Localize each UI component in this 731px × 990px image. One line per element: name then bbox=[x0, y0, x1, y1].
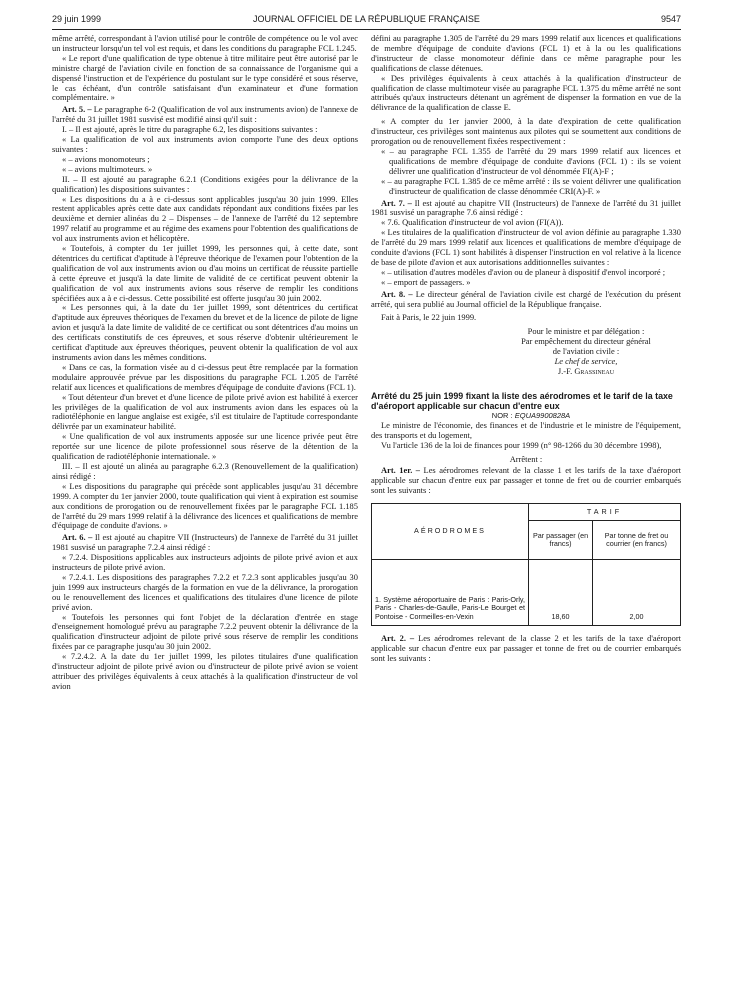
paragraph-text: « – emport de passagers. » bbox=[381, 276, 471, 287]
paragraph bbox=[52, 482, 358, 532]
paragraph-text: « Dans ce cas, la formation visée au d ci-dessus peut être remplacée par la formation modulaire approuvée prévue par les dispositions du paragraphe FCL 1.205 de l'arrêté relatif aux licences et qualifications de membres d'équipage de conduite d'avions (FCL 1). bbox=[52, 361, 358, 392]
preamble-vu: Vu l'article 136 de la loi de finances pour 1999 (n° 98-1266 du 30 décembre 1998), bbox=[381, 439, 662, 450]
tarif-table bbox=[371, 503, 681, 626]
paragraph-text: « Toutefois, à compter du 1er juillet 1999, les personnes qui, à cette date, sont détentrices du certificat d'aptitude à l'épreuve théorique de l'examen pour l'obtention de la qualification de vol aux instruments avion ou d'au moins un certificat de réussite partielle à cette épreuve et jusqu'à la date limite de validité de ce certificat peuvent obtenir la qualification de vol aux instruments avions sous réserve de remplir les conditions spécifiées aux a à e ci-dessus. Cette possibilité est offerte jusqu'au 30 juin 2002. bbox=[52, 243, 358, 303]
paragraph-text: « 7.2.4. Dispositions applicables aux instructeurs adjoints de pilote privé avion et aux instructeurs de pilote privé avion. bbox=[52, 552, 358, 573]
paragraph bbox=[371, 290, 681, 310]
paragraph bbox=[52, 613, 358, 653]
paragraph bbox=[371, 313, 681, 323]
paragraph bbox=[52, 195, 358, 245]
paragraph bbox=[52, 175, 358, 195]
paragraph-text: Il est ajouté au chapitre VII (Instructeurs) de l'annexe de l'arrêté du 31 juillet 1981 susvisé un paragraphe 7.2.4 ainsi rédigé : bbox=[52, 532, 359, 553]
paragraph-text: « Les personnes qui, à la date du 1er juillet 1999, sont détentrices du certificat d'aptitude aux épreuves théoriques de l'examen du brevet et de la licence de pilote de ligne avion et jusqu'à la date limite de validité de ce certificat ou sont détentrices d'au moins un des certificats constitutifs de ces épreuves, et sous réserve d'obtenir ultérieurement le certificat d'aptitude aux épreuves théoriques, peuvent obtenir la qualification de vol aux instruments avion dans les mêmes conditions. bbox=[52, 302, 358, 362]
paragraph-text: Le directeur général de l'aviation civile est chargé de l'exécution du présent arrêté, qui sera publié au Journal officiel de la République française. bbox=[371, 288, 681, 309]
paragraph bbox=[371, 74, 681, 114]
left-column bbox=[52, 34, 358, 692]
paragraph bbox=[52, 393, 358, 433]
paragraph-text: « – utilisation d'autres modèles d'avion ou de planeur à dispositif d'envol incorporé ; bbox=[381, 266, 666, 277]
nor-label: NOR : bbox=[491, 410, 513, 420]
paragraph bbox=[52, 652, 358, 692]
article-lead: Art. 8. – bbox=[381, 288, 413, 299]
header-rule bbox=[52, 29, 681, 30]
right-column-paragraphs bbox=[371, 34, 681, 323]
cell-fret: 2,00 bbox=[593, 560, 681, 626]
cell-passager: 18,60 bbox=[529, 560, 593, 626]
header-date: 29 juin 1999 bbox=[52, 14, 102, 24]
paragraph-text: Il est ajouté au chapitre VII (Instructeurs) de l'annexe de l'arrêté du 31 juillet 1981 susvisé un paragraphe 7.6 ainsi rédigé : bbox=[371, 197, 682, 218]
cell-aerodrome: 1. Système aéroportuaire de Paris : Paris-Orly, Paris - Charles-de-Gaulle, Paris-Le Bourget et Pontoise - Cormeilles-en-Vexin bbox=[372, 560, 529, 626]
signature-block bbox=[371, 327, 681, 377]
article-1-lead: Art. 1er. – bbox=[381, 465, 421, 476]
col-header-tarif: TARIF bbox=[529, 504, 681, 521]
article-2 bbox=[371, 634, 681, 664]
preamble-ministers: Le ministre de l'économie, des finances et de l'industrie et le ministre de l'équipement, des transports et du logement, bbox=[371, 419, 681, 440]
paragraph bbox=[52, 135, 358, 155]
paragraph-text: « 7.2.4.2. A la date du 1er juillet 1999, les pilotes titulaires d'une qualification d'instructeur adjoint de pilote privé avion ou d'instructeur de pilote privé avion se voient attribuer des privilèges équivalents à ceux attachés à la qualification d'instructeur de vol avion bbox=[52, 651, 358, 691]
signature-line: Par empêchement du directeur général bbox=[521, 336, 651, 347]
paragraph-text: « Une qualification de vol aux instruments apposée sur une licence privée peut être reportée sur une licence de pilote professionnel sous réserve de la détention de la qualification de radiotéléphonie internationale. » bbox=[52, 431, 358, 462]
signature-line: de l'aviation civile : bbox=[552, 346, 620, 357]
paragraph bbox=[52, 54, 358, 104]
paragraph bbox=[52, 34, 358, 54]
paragraph-text: « 7.2.4.1. Les dispositions des paragraphes 7.2.2 et 7.2.3 sont applicables jusqu'au 30 juin 1999 aux instructeurs chargés de la formation en vue de la délivrance, la prorogation ou le renouvellement des licences et qualifications des titulaires d'une licence de pilote privé avion. bbox=[52, 571, 358, 612]
paragraph-text: « Les dispositions du paragraphe qui précède sont applicables jusqu'au 31 décembre 1999. A compter du 1er janvier 2000, toute qualification qui vient à expiration est soumise aux conditions de prorogation ou de renouvellement fixées par le paragraphe FCL 1.185 de l'arrêté du 29 mars 1999 relatif à la délivrance des licences et qualifications de membre d'équipage de conduite d'avions. » bbox=[52, 480, 358, 531]
paragraph bbox=[52, 462, 358, 482]
paragraph-text: « – avions monomoteurs ; bbox=[62, 153, 150, 164]
paragraph bbox=[52, 303, 358, 362]
paragraph-text: « Le report d'une qualification de type obtenue à titre militaire peut être autorisé par le ministre chargé de l'aviation civile en fonction de sa connaissance de l'organisme qui a dispensé l'instruction et de l'expérience du postulant sur le type considéré et sous réserve, le cas échéant, d'un contrôle satisfaisant d'un examinateur et d'une formation complémentaire. » bbox=[52, 52, 358, 103]
table-row bbox=[372, 560, 681, 626]
arrete-title: Arrêté du 25 juin 1999 fixant la liste des aérodromes et le tarif de la taxe d'aéroport applicable sur chacun d'entre eux bbox=[371, 390, 673, 411]
article-1 bbox=[371, 466, 681, 496]
paragraph-text: II. – Il est ajouté au paragraphe 6.2.1 (Conditions exigées pour la délivrance de la qualification) les dispositions suivantes : bbox=[52, 173, 358, 194]
paragraph-text: « Toutefois les personnes qui font l'objet de la déclaration d'entrée en stage d'enseignement homologué prévu au paragraphe 7.2.2 peuvent obtenir la délivrance de la qualification d'instructeur adjoint de pilote privé sous réserve de remplir les conditions fixées par ce paragraphe jusqu'au 30 juin 2002. bbox=[52, 611, 358, 652]
header-page-number: 9547 bbox=[660, 14, 681, 24]
paragraph-text: « La qualification de vol aux instruments avion comporte l'une des deux options suivantes : bbox=[52, 134, 358, 154]
right-column bbox=[371, 34, 681, 664]
paragraph bbox=[371, 278, 681, 288]
paragraph-text: « Des privilèges équivalents à ceux attachés à la qualification d'instructeur de qualification de classe multimoteur visée au paragraphe FCL 1.375 du même arrêté ne sont attribués qu'aux instructeurs détenant un agrément de dispenser la formation en vue de la délivrance de la qualification de classe E. bbox=[371, 72, 681, 113]
col-header-aerodromes: AÉRODROMES bbox=[372, 504, 529, 560]
paragraph-text: « – avions multimoteurs. » bbox=[62, 163, 153, 174]
paragraph-text: III. – Il est ajouté un alinéa au paragraphe 6.2.3 (Renouvellement de la qualification) ainsi rédigé : bbox=[52, 460, 358, 481]
paragraph-text: « – au paragraphe FCL 1.355 de l'arrêté du 29 mars 1999 relatif aux licences et qualifications de membre d'équipage de conduite d'avions (FCL 1) : ils se voient délivrer une qualification d'instructeur de vol dénommée FI(A)-F ; bbox=[381, 145, 681, 176]
paragraph bbox=[371, 228, 681, 268]
article-1-text: Les aérodromes relevant de la classe 1 et les tarifs de la taxe d'aéroport applicable sur chacun d'entre eux par passager et tonne de fret ou de courrier embarqués sont les suivants : bbox=[371, 465, 681, 496]
page-header bbox=[52, 14, 681, 28]
article-lead: Art. 5. – bbox=[62, 104, 92, 115]
paragraph bbox=[371, 177, 681, 197]
article-2-lead: Art. 2. – bbox=[381, 633, 415, 644]
header-journal-title: JOURNAL OFFICIEL DE LA RÉPUBLIQUE FRANÇAISE bbox=[253, 14, 480, 24]
paragraph bbox=[52, 363, 358, 393]
paragraph bbox=[371, 199, 681, 219]
paragraph-text: défini au paragraphe 1.305 de l'arrêté du 29 mars 1999 relatif aux licences et qualifications de membre d'équipage de conduite d'avions (FCL 1) et à la ou les qualifications d'instructeur de classe monomoteur définie dans ce même paragraphe pour les qualifications de classe détenues. bbox=[371, 33, 681, 73]
nor-value: EQUA9900828A bbox=[514, 410, 571, 420]
signature-title: Le chef de service, bbox=[554, 356, 618, 367]
paragraph-text: « Les dispositions du a à e ci-dessus sont applicables jusqu'au 30 juin 1999. Elles restent applicables après cette date aux candidats répondant aux conditions fixées par les deuxième et dernier alinéas du 2 – Dispenses – de l'annexe de l'arrêté du 12 septembre 1997 relatif au programme et au régime des examens pour l'obtention des qualifications de vol aux instruments avion et hélicoptère. bbox=[52, 193, 358, 244]
paragraph bbox=[52, 533, 358, 553]
arretent: Arrêtent : bbox=[509, 453, 543, 464]
paragraph-text: I. – Il est ajouté, après le titre du paragraphe 6.2, les dispositions suivantes : bbox=[62, 124, 318, 135]
col-header-fret: Par tonne de fret ou courrier (en francs) bbox=[593, 521, 681, 560]
paragraph bbox=[371, 117, 681, 147]
paragraph-text: même arrêté, correspondant à l'avion utilisé pour le contrôle de compétence ou le vol avec un instructeur lorsqu'un tel vol est requis, et dans les conditions du paragraphe FCL 1.245. bbox=[52, 33, 358, 53]
article-lead: Art. 6. – bbox=[62, 532, 93, 543]
article-2-text: Les aérodromes relevant de la classe 2 et les tarifs de la taxe d'aéroport applicable sur chacun d'entre eux par passager et tonne de fret ou de courrier embarqués sont les suivants : bbox=[371, 633, 681, 663]
signature-name: J.-F. Grassineau bbox=[557, 366, 615, 376]
paragraph bbox=[371, 147, 681, 177]
paragraph bbox=[52, 573, 358, 613]
col-header-passager: Par passager (en francs) bbox=[529, 521, 593, 560]
paragraph-text: « – au paragraphe FCL 1.385 de ce même arrêté : ils se voient délivrer une qualification d'instructeur de qualification de classe dénommée CRI(A)-F. » bbox=[381, 175, 681, 196]
article-lead: Art. 7. – bbox=[381, 197, 412, 208]
paragraph bbox=[52, 244, 358, 303]
paragraph bbox=[52, 553, 358, 573]
paragraph-text: Le paragraphe 6-2 (Qualification de vol aux instruments avion) de l'annexe de l'arrêté du 31 juillet 1981 susvisé est modifié ainsi qu'il suit : bbox=[52, 104, 358, 125]
paragraph-text: « Tout détenteur d'un brevet et d'une licence de pilote privé avion est habilité à exercer les privilèges de la qualification de vol aux instruments avion dans les espaces où la radiotéléphonie en langue anglaise est exigée, s'il est titulaire de l'aptitude correspondante délivrée par un examinateur habilité. bbox=[52, 391, 358, 432]
paragraph-text: Fait à Paris, le 22 juin 1999. bbox=[381, 312, 477, 323]
signature-line: Pour le ministre et par délégation : bbox=[527, 326, 645, 337]
paragraph-text: « Les titulaires de la qualification d'instructeur de vol avion définie au paragraphe 1.330 de l'arrêté du 29 mars 1999 relatif aux licences et qualifications de membre d'équipage de conduite d'avions (FCL 1) sont habilités à dispenser l'instruction en vol relative à la licence de base de pilote d'avion et aux autorisations additionnelles suivantes : bbox=[371, 227, 681, 267]
paragraph-text: « A compter du 1er janvier 2000, à la date d'expiration de cette qualification d'instructeur, ces privilèges sont maintenus aux pilotes qui se soumettent aux conditions de prorogation ou de renouvellement fixées respectivement : bbox=[371, 116, 681, 147]
paragraph bbox=[52, 432, 358, 462]
paragraph bbox=[52, 105, 358, 125]
paragraph bbox=[371, 34, 681, 74]
paragraph-text: « 7.6. Qualification d'instructeur de vol avion (FI(A)). bbox=[381, 217, 564, 228]
